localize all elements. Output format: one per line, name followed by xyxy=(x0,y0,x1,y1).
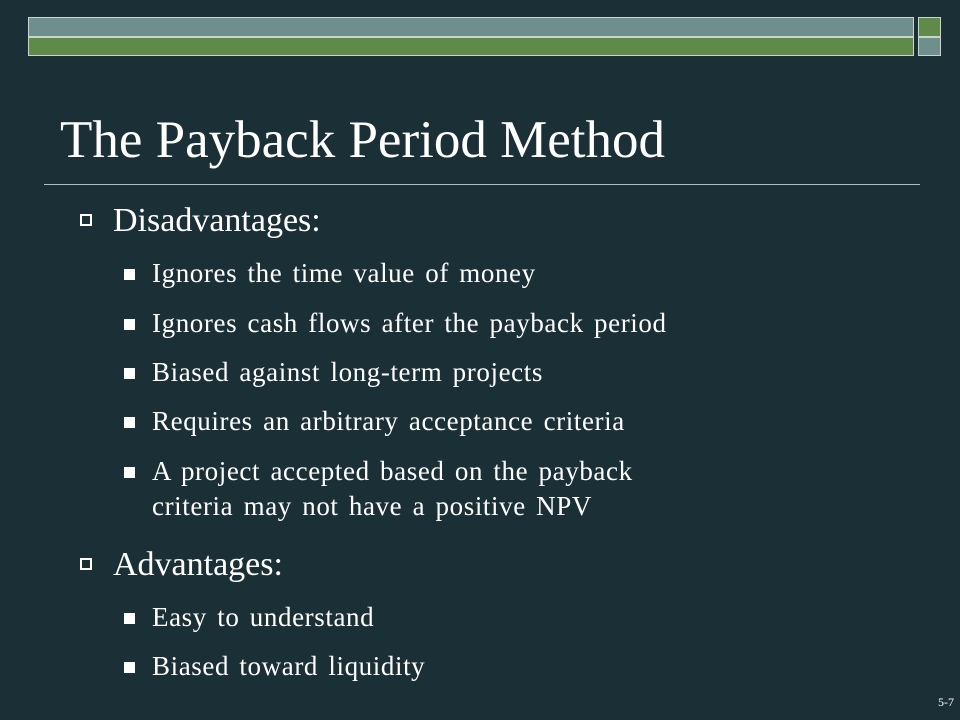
square-bullet-icon xyxy=(124,319,135,330)
square-bullet-icon xyxy=(124,467,135,478)
bullet-text: criteria may not have a positive NPV xyxy=(152,491,592,521)
bullet-text: Requires an arbitrary acceptance criteria xyxy=(152,406,625,436)
bullet-text: Easy to understand xyxy=(152,602,375,632)
section-heading-label: Advantages: xyxy=(113,546,283,583)
square-bullet-icon xyxy=(124,269,135,280)
square-bullet-icon xyxy=(124,368,135,379)
bullet-text: Biased against long-term projects xyxy=(152,357,543,387)
hollow-square-bullet-icon xyxy=(80,558,92,570)
square-bullet-icon xyxy=(124,613,135,624)
bullet-text: Biased toward liquidity xyxy=(152,651,426,681)
square-bullet-icon xyxy=(124,662,135,673)
section-heading-label: Disadvantages: xyxy=(113,202,321,239)
slide-number: 5-7 xyxy=(938,695,954,709)
bullet-text: Ignores cash flows after the payback period xyxy=(152,308,667,338)
hollow-square-bullet-icon xyxy=(80,214,92,226)
bullet-text: Ignores the time value of money xyxy=(152,258,536,288)
square-bullet-icon xyxy=(124,417,135,428)
bullet-text: A project accepted based on the payback xyxy=(152,456,633,486)
slide-title: The Payback Period Method xyxy=(60,111,665,169)
